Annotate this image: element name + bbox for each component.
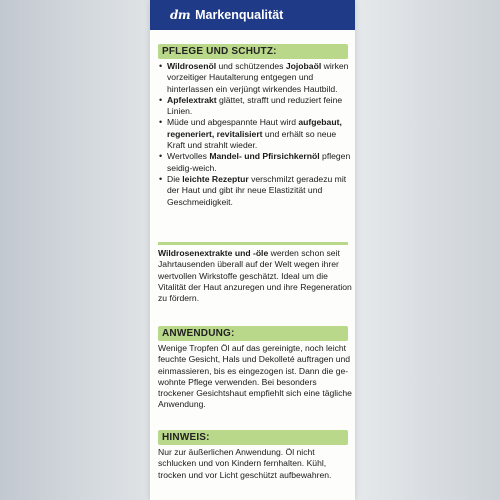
list-item: • Die leichte Rezeptur verschmilzt geradezu mit der Haut und gibt ihr neue Elastizität und Geschmeidigkeit. bbox=[167, 174, 352, 208]
list-item: • Apfelextrakt glättet, strafft und reduziert feine Linien. bbox=[167, 95, 352, 118]
list-item: • Wildrosenöl und schützendes Jojobaöl wirken vorzeitiger Hautalterung entgegen und hinterlassen ein verjüngt wirkendes Hautbild. bbox=[167, 61, 352, 95]
dm-logo: dm bbox=[170, 8, 191, 22]
wildrosen-paragraph: Wildrosenextrakte und -öle werden schon seit Jahrtausenden überall auf der Welt wegen ihrer wertvollen Wirkstoffe geschätzt. Ideal um die Vitalität der Haut anzuregen und ihre Regeneration zu fördern. bbox=[158, 248, 352, 304]
anwendung-text: Wenige Tropfen Öl auf das gereinigte, noch leicht feuchte Gesicht, Hals und Dekolleté auftragen und einmassieren, bis es eingezogen ist. Dann die gewohnte Pflege verwenden. Bei besonders trockener Gesichtshaut empfiehlt sich eine tägliche Anwendung. bbox=[158, 343, 352, 410]
list-item: • Wertvolles Mandel- und Pfirsichkernöl pflegen seidig-weich. bbox=[167, 151, 352, 174]
brand-header bbox=[170, 7, 283, 23]
section-header-anwendung: ANWENDUNG: bbox=[158, 326, 348, 341]
hinweis-text: Nur zur äußerlichen Anwendung. Öl nicht schlucken und von Kindern fernhalten. Kühl, trocken und vor Licht geschützt aufbewahren. bbox=[158, 447, 332, 480]
background-left bbox=[0, 0, 150, 500]
brand-bar bbox=[150, 0, 355, 30]
product-package-label bbox=[150, 0, 355, 500]
pflege-list bbox=[158, 61, 352, 208]
section-header-pflege: PFLEGE UND SCHUTZ: bbox=[158, 44, 348, 59]
brand-title: Markenqualität bbox=[195, 8, 284, 22]
background-right bbox=[355, 0, 500, 500]
list-item: • Müde und abgespannte Haut wird aufgebaut, regeneriert, revitalisiert und erhält so neue Kraft und strahlt wieder. bbox=[167, 117, 352, 151]
divider bbox=[158, 242, 348, 245]
section-header-hinweis: HINWEIS: bbox=[158, 430, 348, 445]
